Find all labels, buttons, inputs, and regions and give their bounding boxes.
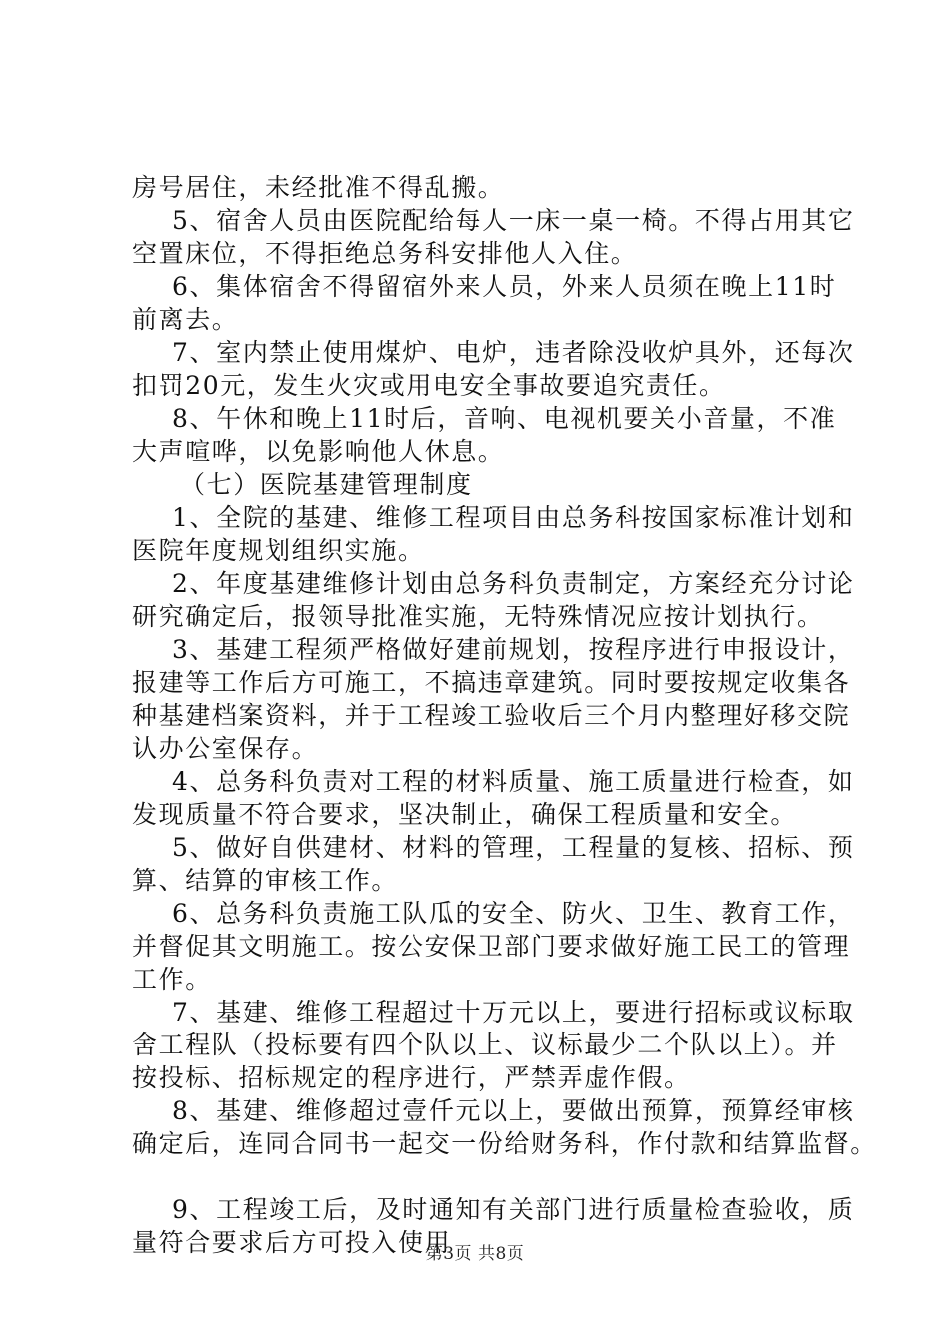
text-line: 算、结算的审核工作。 [132,866,399,895]
text-line: 8、基建、维修超过壹仟元以上，要做出预算，预算经审核 [172,1096,855,1125]
text-line: 房号居住，未经批准不得乱搬。 [132,173,505,202]
text-line: 确定后，连同合同书一起交一份给财务科，作付款和结算监督。 [132,1129,877,1158]
text-line: 空置床位，不得拒绝总务科安排他人入住。 [132,239,638,268]
text-line: 7、基建、维修工程超过十万元以上，要进行招标或议标取 [172,998,855,1027]
text-line: 并督促其文明施工。按公安保卫部门要求做好施工民工的管理 [132,932,851,961]
text-line: 3、基建工程须严格做好建前规划，按程序进行申报设计， [172,635,855,664]
text-line: 认办公室保存。 [132,734,319,763]
text-line: 9、工程竣工后，及时通知有关部门进行质量检查验收，质 [172,1195,855,1224]
text-line: 7、室内禁止使用煤炉、电炉，违者除没收炉具外，还每次 [172,338,855,367]
text-line: 前离去。 [132,305,239,334]
text-line: 6、集体宿舍不得留宿外来人员，外来人员须在晚上11时 [172,272,837,301]
section-heading: （七）医院基建管理制度 [180,470,473,499]
text-line: 量符合要求后方可投入使用 [132,1228,452,1257]
text-line: 按投标、招标规定的程序进行，严禁弄虚作假。 [132,1063,691,1092]
text-line: 2、年度基建维修计划由总务科负责制定，方案经充分讨论 [172,569,855,598]
text-line: 4、总务科负责对工程的材料质量、施工质量进行检查，如 [172,767,855,796]
text-line: 工作。 [132,965,212,994]
text-line: 发现质量不符合要求，坚决制止，确保工程质量和安全。 [132,800,798,829]
text-line: 6、总务科负责施工队瓜的安全、防火、卫生、教育工作， [172,899,855,928]
text-line: 5、宿舍人员由医院配给每人一床一桌一椅。不得占用其它 [172,206,855,235]
text-line: 1、全院的基建、维修工程项目由总务科按国家标准计划和 [172,503,855,532]
text-line: 医院年度规划组织实施。 [132,536,425,565]
page-number-footer: 第3页 共8页 [425,1244,525,1264]
text-line: 8、午休和晚上11时后，音响、电视机要关小音量，不准 [172,404,837,433]
text-line: 扣罚20元，发生火灾或用电安全事故要追究责任。 [132,371,726,400]
text-line: 5、做好自供建材、材料的管理，工程量的复核、招标、预 [172,833,855,862]
text-line: 种基建档案资料，并于工程竣工验收后三个月内整理好移交院 [132,701,851,730]
text-line: 舍工程队（投标要有四个队以上、议标最少二个队以上）。并 [132,1030,838,1059]
text-line: 研究确定后，报领导批准实施，无特殊情况应按计划执行。 [132,602,824,631]
text-line: 大声喧哗，以免影响他人休息。 [132,437,505,466]
text-line: 报建等工作后方可施工，不搞违章建筑。同时要按规定收集各 [132,668,851,697]
